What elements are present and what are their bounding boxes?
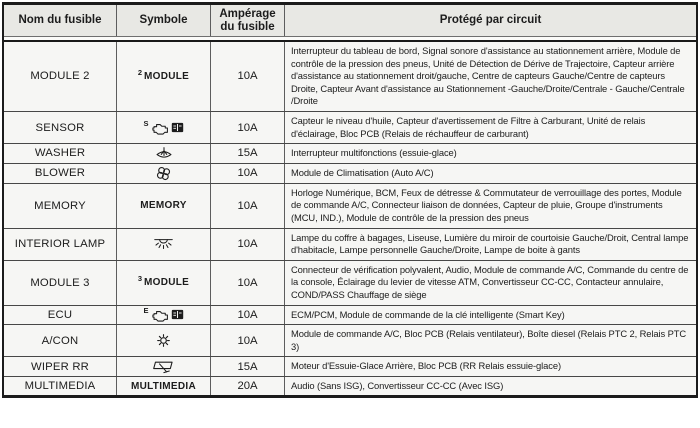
fuse-name: MODULE 2 [4,42,117,111]
rear-wiper-icon [153,360,174,374]
fuse-name: MODULE 3 [4,261,117,305]
table-row [4,324,696,356]
circuit-cell [285,377,696,396]
fuse-circuit: Capteur le niveau d'huile, Capteur d'avertissement de Filtre à Carburant, Unité de relais d'éclairage, Bloc PCB (Relais de réchauffeur de carburant) [291,114,646,139]
fuse-circuit: Moteur d'Essuie-Glace Arrière, Bloc PCB (RR Relais essuie-glace) [291,360,561,372]
table-row [4,260,696,305]
column-header-amperage: Ampérage du fusible [211,5,285,36]
dome-lamp-icon [153,238,174,250]
symbol-cell [117,377,211,396]
engine-icon [151,308,170,322]
fuse-circuit: Interrupteur multifonctions (essuie-glace) [291,147,457,159]
circuit-cell [285,112,696,143]
table-row [4,163,696,183]
symbol-cell [117,261,211,305]
fuse-table [2,2,698,398]
fuse-circuit: Lampe du coffre à bagages, Liseuse, Lumière du miroir de courtoisie Gauche/Droit, Central lampe d'habitacle, Lampe personnelle Gauche/Droite, Lampe de boite à gants [291,231,689,256]
fuse-amperage: 10A [211,325,285,356]
fuse-name: INTERIOR LAMP [4,229,117,260]
fuse-name: MEMORY [4,184,117,228]
table-row [4,183,696,228]
circuit-cell [285,261,696,305]
fuse-circuit: Connecteur de vérification polyvalent, Audio, Module de commande A/C, Commande du centre de la console, Éclairage du levier de vitesse ATM, Convertisseur CC-CC, Contacteur annulaire, COND/PASS Chauffage de siège [291,263,689,300]
symbol-superscript: 3 [137,274,143,284]
fuse-amperage: 10A [211,229,285,260]
circuit-cell [285,164,696,183]
symbol-text: MEMORY [140,200,187,212]
fuse-circuit: Module de Climatisation (Auto A/C) [291,166,434,178]
fuse-amperage: 10A [211,164,285,183]
symbol-cell [117,42,211,111]
fuse-name: WASHER [4,144,117,163]
fuse-circuit: Interrupteur du tableau de bord, Signal sonore d'assistance au stationnement arrière, Module de contrôle de la pression des pneus, Unité de Détection de Dérive de Trajectoire, Capteur arrière d'assistance au stationnement droit/gauche, Centre de capteurs Gauche/Centre de capteurs Droite, Capteur Avant d'assistance au Stationnement -Gauche/Droite/Centrale - Gauche/Centrale /Droite [291,45,685,107]
symbol-superscript: S [143,119,149,129]
symbol-text: MODULE [144,277,190,289]
column-header-fuse-name: Nom du fusible [4,5,117,36]
table-row [4,111,696,143]
table-row [4,42,696,111]
symbol-cell [117,357,211,376]
fuse-amperage: 15A [211,357,285,376]
table-row [4,143,696,163]
table-row [4,305,696,325]
fuse-amperage: 10A [211,306,285,325]
owners-manual-icon [171,122,184,133]
compressor-icon [156,333,171,348]
owners-manual-icon [171,309,184,320]
fuse-name: MULTIMEDIA [4,377,117,396]
fuse-table-body [4,42,696,395]
symbol-cell [117,306,211,325]
fuse-name: BLOWER [4,164,117,183]
circuit-cell [285,357,696,376]
fuse-amperage: 10A [211,42,285,111]
fuse-amperage: 10A [211,112,285,143]
fuse-circuit: Horloge Numérique, BCM, Feux de détresse & Commutateur de verrouillage des portes, Module de commande A/C, Connecteur liaison de données, Capteur de pluie, Groupe d'instruments (MCU, IND.), Module de contrôle de la pression des pneus [291,186,682,223]
symbol-cell [117,144,211,163]
table-row [4,356,696,376]
engine-icon [151,121,170,135]
table-row [4,228,696,260]
symbol-superscript: E [143,306,149,316]
symbol-cell [117,184,211,228]
fuse-amperage: 20A [211,377,285,396]
circuit-cell [285,42,696,111]
symbol-cell [117,164,211,183]
fuse-name: WIPER RR [4,357,117,376]
fuse-circuit: Module de commande A/C, Bloc PCB (Relais ventilateur), Boîte diesel (Relais PTC 2, Relais PTC 3) [291,328,687,352]
fuse-amperage: 10A [211,261,285,305]
circuit-cell [285,325,696,356]
symbol-cell [117,112,211,143]
fuse-name: ECU [4,306,117,325]
fuse-circuit: Audio (Sans ISG), Convertisseur CC-CC (Avec ISG) [291,379,504,391]
fuse-name: SENSOR [4,112,117,143]
circuit-cell [285,229,696,260]
table-header-row [4,5,696,36]
column-header-symbol: Symbole [117,5,211,36]
fuse-name: A/CON [4,325,117,356]
circuit-cell [285,184,696,228]
fuse-circuit: ECM/PCM, Module de commande de la clé intelligente (Smart Key) [291,308,565,320]
circuit-cell [285,306,696,325]
circuit-cell [285,144,696,163]
column-header-circuit: Protégé par circuit [285,5,696,36]
symbol-cell [117,325,211,356]
symbol-superscript: 2 [137,67,143,77]
table-row [4,376,696,396]
fuse-amperage: 15A [211,144,285,163]
symbol-cell [117,229,211,260]
symbol-text: MODULE [144,70,190,82]
fuse-amperage: 10A [211,184,285,228]
fan-icon [156,166,171,181]
washer-icon [155,147,173,160]
symbol-text: MULTIMEDIA [130,380,197,392]
